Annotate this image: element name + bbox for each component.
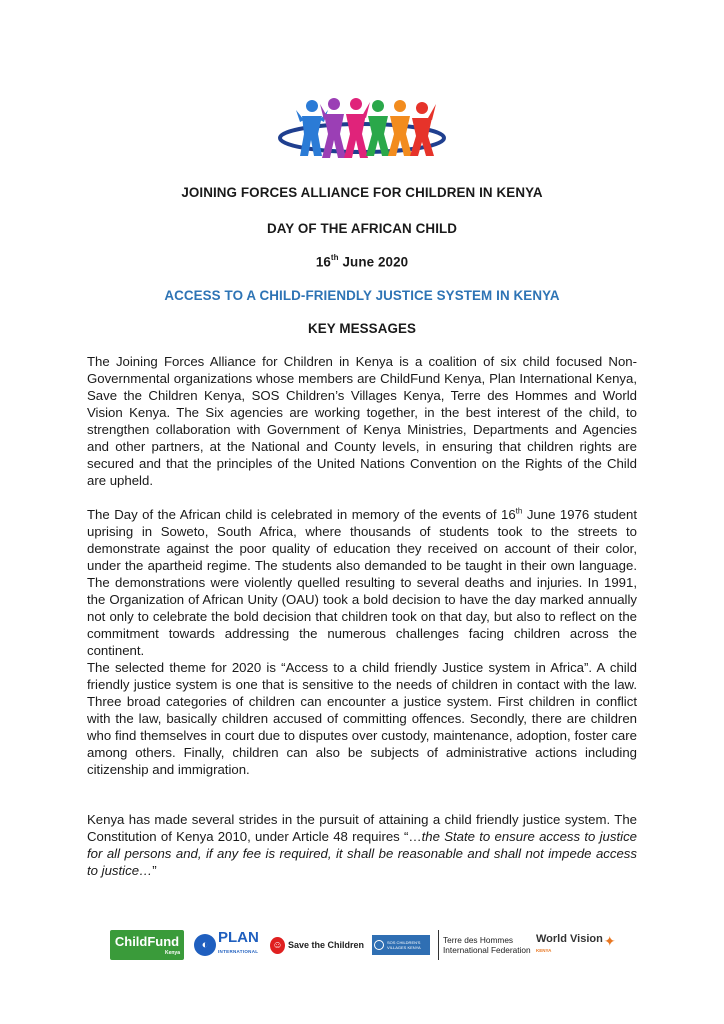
plan-globe-icon: ◐ <box>194 934 216 956</box>
partner-logos <box>110 929 616 960</box>
event-heading: DAY OF THE AFRICAN CHILD <box>266 221 458 236</box>
sos-logo: SOS CHILDREN'S VILLAGES KENYA <box>372 930 430 960</box>
sos-icon <box>374 940 384 950</box>
alliance-logo <box>276 96 448 166</box>
logo-figure-4 <box>366 100 390 156</box>
terre-des-hommes-logo: Terre des Hommes International Federation <box>438 930 535 960</box>
save-the-children-logo: ☺ Save the Children <box>270 930 364 960</box>
save-the-children-icon: ☺ <box>270 937 285 954</box>
world-vision-star-icon: ✦ <box>603 933 616 949</box>
logo-figure-3 <box>344 98 370 158</box>
document-title: JOINING FORCES ALLIANCE FOR CHILDREN IN KENYA <box>181 185 543 200</box>
world-vision-logo: World Vision KENYA ✦ <box>536 933 616 953</box>
paragraph-intro: The Joining Forces Alliance for Children in Kenya is a coalition of six child focused Non-Governmental organizations whose members are ChildFund Kenya, Plan International Kenya, Save the Children Kenya, SOS Children’s Villages Kenya, Terre des Hommes and World Vision Kenya. The Six agencies are working together, in the best interest of the child, to strengthen collaboration with Government of Kenya Ministries, Departments and Agencies and other partners, at the National and County levels, in ensuring that children rights are secured and that the principles of the United Nations Convention on the Rights of the Child are upheld. <box>87 354 637 488</box>
paragraph-history: The Day of the African child is celebrated in memory of the events of 16th June 1976 student uprising in Soweto, South Africa, where thousands of students took to the streets to demonstrate against the poor quality of education they received on account of their color, under the apartheid regime. The students also demanded to be taught in their own language. The demonstrations were violently quelled resulting to several deaths and injuries. In 1991, the Organization of African Unity (OAU) took a bold decision to have the day marked annually not only to celebrate the bold decision that children took on that day, but also to reflect on the commitment towards addressing the numerous challenges facing children across the continent. <box>87 506 637 658</box>
theme-heading: ACCESS TO A CHILD-FRIENDLY JUSTICE SYSTEM IN KENYA <box>164 288 560 303</box>
paragraph-theme: The selected theme for 2020 is “Access to a child friendly Justice system in Africa”. A child friendly justice system is one that is sensitive to the needs of children in contact with the law. Three broad categories of children can encounter a justice system. First children in conflict with the law, basically children accused of committing offences. Secondly, there are children who find themselves in court due to disputes over custody, maintenance, adoption, foster care among others. Finally, children can also be subjects of administrative actions including citizenship and immigration. <box>87 660 637 777</box>
childfund-logo: ChildFund Kenya <box>110 930 184 960</box>
date-heading: 16th June 2020 <box>315 253 409 270</box>
paragraph-kenya: Kenya has made several strides in the pursuit of attaining a child friendly justice system. The Constitution of Kenya 2010, under Article 48 requires “…the State to ensure access to justice for all persons and, if any fee is required, it shall be reasonable and shall not impede access to justice…” <box>87 812 638 878</box>
section-heading: KEY MESSAGES <box>307 321 417 336</box>
plan-logo: ◐ PLAN INTERNATIONAL <box>194 930 268 960</box>
